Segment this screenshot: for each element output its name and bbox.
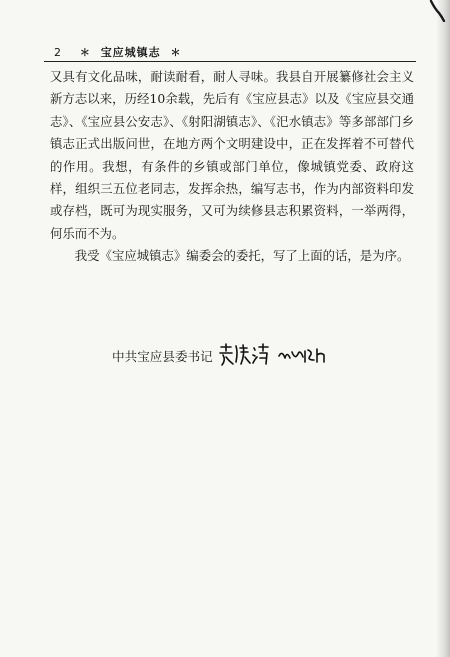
paragraph-continued: 又具有文化品味，耐读耐看，耐人寻味。我县自开展纂修社会主义新方志以来，历经10余载，先后有《宝应县志》以及《宝应县交通志》、《宝应县公安志》、《射阳湖镇志》、《汜水镇志》等多部部门乡镇志正式出版问世，在地方两个文明建设中，正在发挥着不可替代的作用。我想，有条件的乡镇或部门单位，像城镇党委、政府这样，组织三五位老同志，发挥余热，编写志书，作为内部资料印发或存档，既可为现实服务，又可为续修县志积累资料，一举两得，何乐而不为。: [50, 69, 414, 241]
header-rule: [44, 61, 416, 62]
paragraph-closing: 我受《宝应城镇志》编委会的委托，写了上面的话，是为序。: [74, 248, 410, 264]
signature-line: [112, 342, 329, 368]
header-star-left: ＊: [79, 48, 91, 59]
signatory-title: 中共宝应县委书记: [112, 348, 213, 364]
scan-edge-shadow: [436, 0, 450, 657]
handwritten-signature: [217, 342, 329, 368]
corner-scan-mark: [428, 0, 446, 22]
header-star-right: ＊: [170, 48, 182, 59]
page-number: 2: [54, 46, 62, 59]
body-text: [50, 66, 414, 268]
running-header: [54, 44, 187, 60]
book-title: 宝应城镇志: [100, 46, 161, 59]
